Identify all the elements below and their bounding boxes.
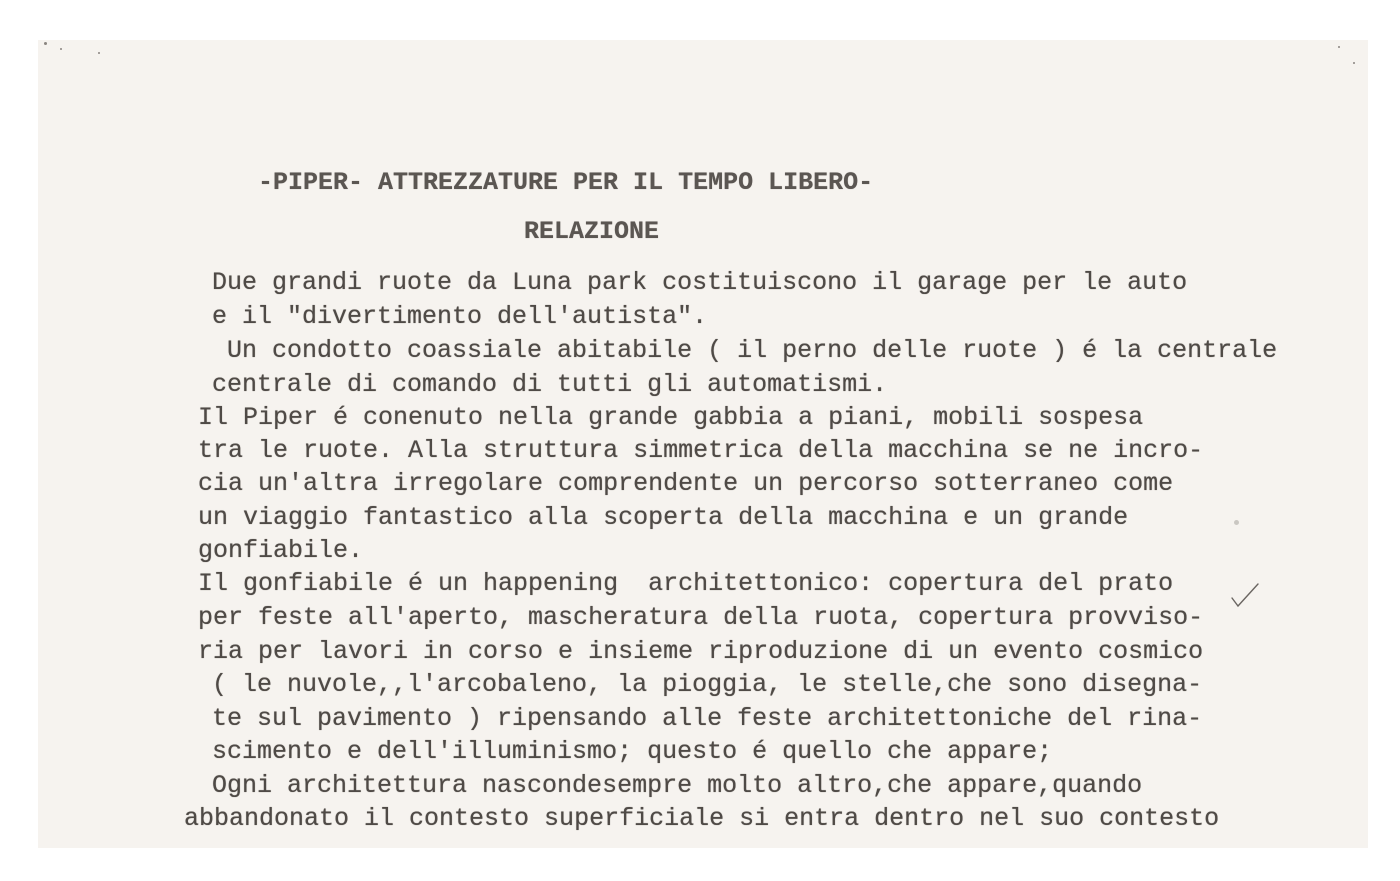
paper-speck	[1338, 46, 1340, 48]
text-line: Un condotto coassiale abitabile ( il perno delle ruote ) é la centrale	[227, 336, 1278, 365]
text-line: abbandonato il contesto superficiale si entra dentro nel suo contesto	[184, 804, 1220, 833]
text-line: centrale di comando di tutti gli automatismi.	[212, 370, 888, 399]
paper-speck	[60, 48, 62, 50]
text-line: Il gonfiabile é un happening architettonico: copertura del prato	[198, 569, 1174, 598]
document-subtitle: RELAZIONE	[524, 217, 660, 246]
paper-speck	[1353, 62, 1355, 64]
paper-speck	[44, 42, 47, 45]
text-line: Due grandi ruote da Luna park costituiscono il garage per le auto	[212, 268, 1188, 297]
typewritten-page	[38, 40, 1368, 848]
text-line: tra le ruote. Alla struttura simmetrica della macchina se ne incro-	[198, 436, 1204, 465]
text-line: gonfiabile.	[198, 536, 364, 565]
text-line: ria per lavori in corso e insieme riproduzione di un evento cosmico	[198, 637, 1204, 666]
text-line: te sul pavimento ) ripensando alle feste architettoniche del rina-	[212, 704, 1203, 733]
paper-speck	[1234, 520, 1239, 525]
text-line: un viaggio fantastico alla scoperta della macchina e un grande	[198, 503, 1129, 532]
paper-speck	[98, 52, 100, 54]
pencil-checkmark-icon	[1228, 580, 1262, 610]
text-line: e il "divertimento dell'autista".	[212, 302, 708, 331]
text-line: Il Piper é conenuto nella grande gabbia a piani, mobili sospesa	[198, 403, 1144, 432]
text-line: scimento e dell'illuminismo; questo é quello che appare;	[212, 737, 1053, 766]
text-line: per feste all'aperto, mascheratura della ruota, copertura provviso-	[198, 603, 1204, 632]
text-line: ( le nuvole,,l'arcobaleno, la pioggia, le stelle,che sono disegna-	[212, 670, 1203, 699]
text-line: Ogni architettura nascondesempre molto altro,che appare,quando	[212, 771, 1143, 800]
text-line: cia un'altra irregolare comprendente un percorso sotterraneo come	[198, 469, 1174, 498]
document-title: -PIPER- ATTREZZATURE PER IL TEMPO LIBERO-	[258, 168, 874, 197]
